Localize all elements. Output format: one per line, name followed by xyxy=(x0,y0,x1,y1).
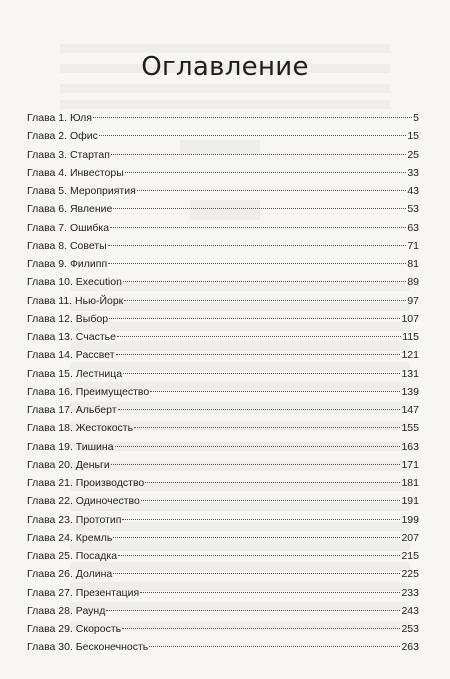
toc-entry-page-number: 147 xyxy=(401,404,419,416)
toc-entry-title: Глава 9. Филипп xyxy=(27,258,108,270)
toc-entry[interactable] xyxy=(27,182,419,200)
toc-entry-title: Глава 25. Посадка xyxy=(27,550,118,562)
toc-entry-title: Глава 27. Презентация xyxy=(27,586,140,599)
toc-entry[interactable] xyxy=(27,511,419,529)
toc-entry-title: Глава 4. Инвесторы xyxy=(27,166,124,179)
toc-entry-title: Глава 14. Рассвет xyxy=(27,349,115,362)
toc-entry-page-number: 263 xyxy=(401,641,419,654)
toc-entry-page-number: 243 xyxy=(401,604,419,617)
toc-dot-leader xyxy=(122,519,400,520)
toc-entry-title: Глава 3. Стартап xyxy=(27,148,110,161)
toc-entry-title: Глава 24. Кремль xyxy=(27,531,113,544)
toc-dot-leader xyxy=(111,464,401,465)
toc-dot-leader xyxy=(123,373,400,374)
toc-entry-title: Глава 13. Счастье xyxy=(27,331,116,343)
toc-entry-page-number: 171 xyxy=(401,458,419,471)
toc-dot-leader xyxy=(110,227,406,228)
toc-entry[interactable] xyxy=(27,584,419,602)
toc-entry[interactable] xyxy=(27,529,419,547)
toc-entry-title: Глава 12. Выбор xyxy=(27,312,109,325)
toc-entry-page-number: 5 xyxy=(413,112,419,124)
toc-entry[interactable] xyxy=(27,292,419,310)
toc-entry-page-number: 53 xyxy=(407,203,419,216)
toc-dot-leader xyxy=(113,573,400,574)
toc-entry[interactable] xyxy=(27,127,419,145)
toc-entry-title: Глава 28. Раунд xyxy=(27,604,106,617)
toc-entry-title: Глава 18. Жестокость xyxy=(27,422,134,435)
toc-dot-leader xyxy=(116,354,401,355)
toc-entry-page-number: 199 xyxy=(401,513,419,526)
toc-entry-page-number: 107 xyxy=(401,312,419,325)
toc-entry[interactable] xyxy=(27,438,419,456)
toc-entry-title: Глава 7. Ошибка xyxy=(27,221,110,234)
toc-entry[interactable] xyxy=(27,328,419,346)
toc-entry-title: Глава 2. Офис xyxy=(27,130,98,143)
toc-entry[interactable] xyxy=(27,401,419,419)
toc-entry-page-number: 207 xyxy=(401,531,419,544)
toc-entry[interactable] xyxy=(27,492,419,510)
table-of-contents xyxy=(27,109,419,657)
toc-entry-title: Глава 30. Бесконечность xyxy=(27,641,149,654)
toc-entry-page-number: 225 xyxy=(401,568,419,581)
toc-entry-page-number: 155 xyxy=(401,422,419,435)
toc-entry[interactable] xyxy=(27,310,419,328)
toc-entry[interactable] xyxy=(27,273,419,291)
toc-dot-leader xyxy=(140,592,400,593)
toc-entry-page-number: 43 xyxy=(407,185,419,197)
toc-entry-page-number: 97 xyxy=(407,294,419,307)
toc-entry[interactable] xyxy=(27,164,419,182)
toc-entry-page-number: 181 xyxy=(401,477,419,489)
toc-entry-page-number: 71 xyxy=(407,239,419,252)
toc-entry-page-number: 63 xyxy=(407,221,419,234)
toc-dot-leader xyxy=(137,190,407,191)
toc-entry-title: Глава 6. Явление xyxy=(27,203,113,216)
toc-entry-title: Глава 8. Советы xyxy=(27,239,107,252)
toc-entry[interactable] xyxy=(27,219,419,237)
toc-entry-title: Глава 26. Долина xyxy=(27,568,113,581)
toc-entry[interactable] xyxy=(27,383,419,401)
toc-dot-leader xyxy=(125,172,407,173)
toc-entry-page-number: 253 xyxy=(401,623,419,635)
toc-entry-title: Глава 17. Альберт xyxy=(27,404,117,416)
toc-dot-leader xyxy=(118,409,401,410)
toc-dot-leader xyxy=(118,555,400,556)
toc-entry[interactable] xyxy=(27,346,419,364)
toc-entry[interactable] xyxy=(27,365,419,383)
toc-entry[interactable] xyxy=(27,456,419,474)
toc-entry[interactable] xyxy=(27,146,419,164)
toc-entry[interactable] xyxy=(27,474,419,492)
toc-entry-page-number: 233 xyxy=(401,586,419,599)
toc-entry[interactable] xyxy=(27,237,419,255)
toc-entry-page-number: 33 xyxy=(407,166,419,179)
toc-dot-leader xyxy=(113,208,406,209)
toc-entry[interactable] xyxy=(27,602,419,620)
toc-entry[interactable] xyxy=(27,255,419,273)
toc-entry[interactable] xyxy=(27,547,419,565)
toc-dot-leader xyxy=(149,646,400,647)
toc-dot-leader xyxy=(134,427,400,428)
toc-dot-leader xyxy=(145,482,400,483)
toc-dot-leader xyxy=(111,154,406,155)
toc-entry-title: Глава 1. Юля xyxy=(27,112,92,124)
toc-entry[interactable] xyxy=(27,638,419,656)
toc-entry-page-number: 139 xyxy=(401,385,419,398)
toc-dot-leader xyxy=(108,245,407,246)
toc-dot-leader xyxy=(113,537,400,538)
toc-dot-leader xyxy=(106,610,400,611)
toc-entry[interactable] xyxy=(27,620,419,638)
toc-entry-page-number: 15 xyxy=(407,130,419,143)
toc-entry[interactable] xyxy=(27,565,419,583)
toc-dot-leader xyxy=(141,500,401,501)
toc-entry-title: Глава 22. Одиночество xyxy=(27,495,140,508)
toc-dot-leader xyxy=(115,446,401,447)
toc-entry-page-number: 163 xyxy=(401,440,419,453)
toc-entry-page-number: 131 xyxy=(401,367,419,380)
toc-entry-page-number: 121 xyxy=(401,349,419,362)
toc-entry[interactable] xyxy=(27,109,419,127)
toc-entry[interactable] xyxy=(27,419,419,437)
toc-dot-leader xyxy=(123,281,406,282)
toc-entry-title: Глава 10. Execution xyxy=(27,276,122,289)
toc-entry-page-number: 191 xyxy=(401,495,419,508)
toc-entry-page-number: 89 xyxy=(407,276,419,289)
toc-entry-title: Глава 23. Прототип xyxy=(27,513,122,526)
toc-entry-title: Глава 11. Нью-Йорк xyxy=(27,294,124,307)
toc-dot-leader xyxy=(93,117,412,118)
toc-entry-title: Глава 20. Деньги xyxy=(27,458,110,471)
toc-entry-title: Глава 16. Преимущество xyxy=(27,385,150,398)
toc-dot-leader xyxy=(99,135,406,136)
toc-dot-leader xyxy=(122,628,400,629)
toc-entry-page-number: 25 xyxy=(407,148,419,161)
toc-entry-page-number: 215 xyxy=(401,550,419,562)
toc-dot-leader xyxy=(117,336,401,337)
toc-dot-leader xyxy=(109,318,400,319)
toc-dot-leader xyxy=(108,263,406,264)
toc-entry-page-number: 81 xyxy=(407,258,419,270)
toc-dot-leader xyxy=(124,300,406,301)
page-title: Оглавление xyxy=(141,52,309,82)
toc-entry-title: Глава 5. Мероприятия xyxy=(27,185,136,197)
toc-entry-title: Глава 21. Производство xyxy=(27,477,145,489)
toc-dot-leader xyxy=(150,391,400,392)
toc-entry-title: Глава 15. Лестница xyxy=(27,367,123,380)
toc-entry-page-number: 115 xyxy=(402,331,419,343)
toc-entry-title: Глава 19. Тишина xyxy=(27,440,114,453)
toc-entry-title: Глава 29. Скорость xyxy=(27,623,122,635)
toc-entry[interactable] xyxy=(27,200,419,218)
